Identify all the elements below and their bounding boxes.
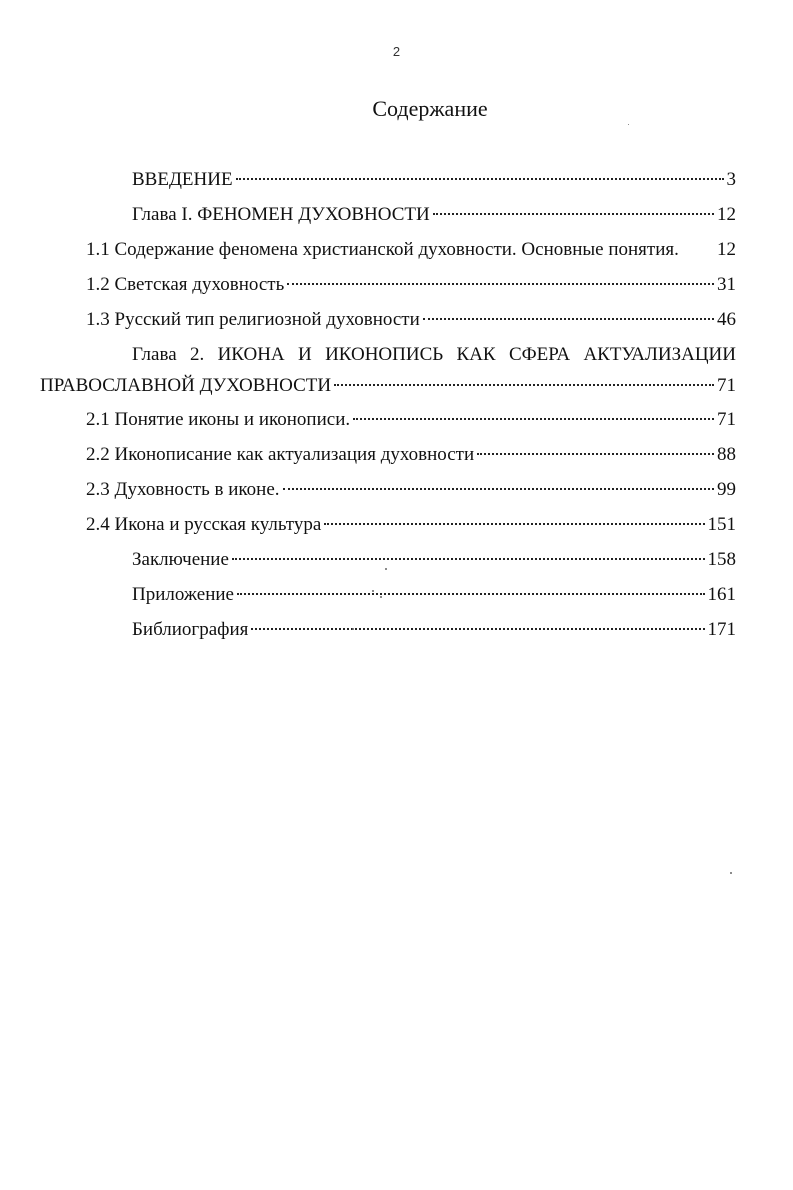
toc-entry-page: 71 <box>717 409 736 430</box>
toc-entry-page: 99 <box>717 479 736 500</box>
toc-entry-label: 2.2 Иконописание как актуализация духовности <box>86 444 475 465</box>
toc-entry-1-3 <box>86 308 736 332</box>
toc-entry-label: 1.1 Содержание феномена христианской духовности. Основные понятия. <box>86 239 679 260</box>
toc-entry-bibliography <box>132 618 736 642</box>
dot-leader <box>232 558 705 560</box>
toc-entry-label: Заключение <box>132 549 229 570</box>
toc-entry-page: 88 <box>717 444 736 465</box>
toc-entry-label: 1.2 Светская духовность <box>86 274 285 295</box>
toc-entry-page: 171 <box>707 619 736 640</box>
dot-leader <box>353 418 714 420</box>
toc-entry-2-4 <box>86 513 736 537</box>
scan-speck <box>730 872 732 874</box>
toc-entry-2-1 <box>86 408 736 432</box>
toc-entry-page: 3 <box>726 169 736 190</box>
toc-entry-label: 2.1 Понятие иконы и иконописи. <box>86 409 351 430</box>
toc-entry-label: ПРАВОСЛАВНОЙ ДУХОВНОСТИ <box>40 375 332 396</box>
toc-entry-page: 46 <box>717 309 736 330</box>
dot-leader <box>334 384 714 386</box>
toc-entry-page: 158 <box>707 549 736 570</box>
scan-speck <box>628 124 629 125</box>
toc-entry-label: 1.3 Русский тип религиозной духовности <box>86 309 420 330</box>
toc-entry-page: 31 <box>717 274 736 295</box>
dot-leader <box>287 283 714 285</box>
toc-entry-page: 12 <box>717 239 736 260</box>
dot-leader <box>433 213 714 215</box>
scan-speck <box>352 628 354 630</box>
toc-entry-page: 71 <box>717 375 736 396</box>
dot-leader <box>237 593 705 595</box>
toc-entry-chapter-2 <box>40 374 736 398</box>
dot-leader <box>251 628 704 630</box>
toc-entry-page: 12 <box>717 204 736 225</box>
toc-entry-label: ВВЕДЕНИЕ <box>132 169 233 190</box>
toc-entry-chapter-2-line-1 <box>132 343 736 367</box>
toc-entry-label: 2.3 Духовность в иконе. <box>86 479 280 500</box>
toc-entry-conclusion <box>132 548 736 572</box>
toc-entry-introduction <box>132 168 736 192</box>
page-number: 2 <box>392 44 401 59</box>
toc-entry-2-2 <box>86 443 736 467</box>
dot-leader <box>283 488 714 490</box>
toc-entry-page: 151 <box>707 514 736 535</box>
toc-title: Содержание <box>372 96 488 121</box>
toc-entry-label: Глава I. ФЕНОМЕН ДУХОВНОСТИ <box>132 204 430 225</box>
dot-leader <box>423 318 714 320</box>
scan-speck <box>380 596 382 598</box>
dot-leader <box>477 453 714 455</box>
toc-entry-2-3 <box>86 478 736 502</box>
toc-entry-chapter-1 <box>132 203 736 227</box>
toc-entry-label: Приложение <box>132 584 234 605</box>
scan-speck <box>385 568 387 570</box>
toc-entry-1-2 <box>86 273 736 297</box>
toc-entry-label: Глава 2. ИКОНА И ИКОНОПИСЬ КАК СФЕРА АКТУАЛИЗАЦИИ <box>132 344 736 365</box>
toc-entry-page: 161 <box>707 584 736 605</box>
toc-entry-label: Библиография <box>132 619 249 640</box>
toc-entry-appendix <box>132 583 736 607</box>
scan-speck <box>372 590 374 592</box>
dot-leader <box>236 178 724 180</box>
toc-entry-label: 2.4 Икона и русская культура <box>86 514 322 535</box>
dot-leader <box>324 523 704 525</box>
toc-entry-1-1 <box>86 238 736 262</box>
